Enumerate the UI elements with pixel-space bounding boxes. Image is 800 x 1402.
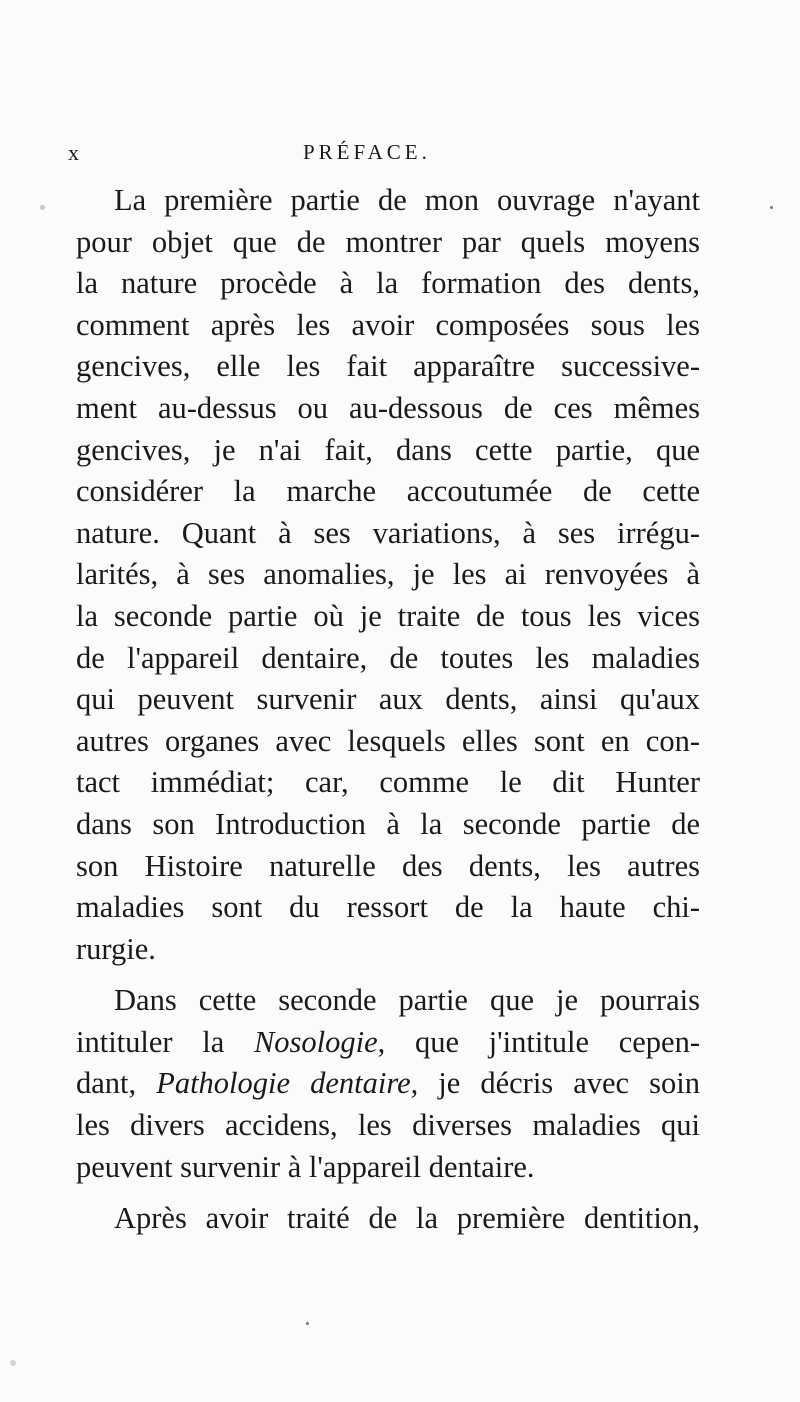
scan-speck [306, 1322, 309, 1325]
text-line [76, 1022, 700, 1064]
paragraph-gap [76, 970, 700, 980]
page-number: x [68, 140, 80, 165]
text-line: qui peuvent survenir aux dents, ainsi qu'aux [76, 682, 700, 717]
italic-term: Pathologie dentaire [156, 1066, 411, 1101]
text-line: gencives, elle les fait apparaître successive- [76, 349, 700, 384]
running-head: PRÉFACE. [303, 140, 431, 164]
text-line [76, 1063, 700, 1105]
scan-speck [770, 206, 773, 209]
page-header [68, 140, 708, 174]
text-run: dant, [76, 1066, 157, 1101]
text-line: la seconde partie où je traite de tous les vices [76, 598, 700, 633]
text-run: , que j'intitule cepen- [377, 1024, 700, 1059]
text-line: peuvent survenir à l'appareil dentaire. [76, 1149, 535, 1184]
paragraph-gap [76, 1188, 700, 1198]
text-line: rurgie. [76, 931, 156, 966]
text-line: considérer la marche accoutumée de cette [76, 474, 700, 509]
italic-term: Nosologie [253, 1024, 378, 1059]
text-line: tact immédiat; car, comme le dit Hunter [76, 765, 700, 800]
scan-speck [40, 205, 45, 210]
paragraph-2 [76, 980, 700, 1188]
text-line: comment après les avoir composées sous les [76, 307, 700, 342]
paragraph-3 [76, 1198, 700, 1240]
text-line: maladies sont du ressort de la haute chi- [76, 890, 700, 925]
scan-speck [10, 1360, 16, 1366]
text-line: Après avoir traité de la première dentition, [114, 1201, 700, 1236]
text-line: gencives, je n'ai fait, dans cette partie, que [76, 432, 700, 467]
text-line: son Histoire naturelle des dents, les autres [76, 848, 700, 883]
text-run: intituler la [76, 1024, 254, 1059]
text-line: de l'appareil dentaire, de toutes les maladies [76, 640, 700, 675]
text-line: la nature procède à la formation des dents, [76, 266, 700, 301]
text-line: ment au-dessus ou au-dessous de ces mêmes [76, 390, 700, 425]
text-line: dans son Introduction à la seconde partie de [76, 806, 700, 841]
text-line: larités, à ses anomalies, je les ai renvoyées à [76, 557, 700, 592]
text-line: Dans cette seconde partie que je pourrais [114, 983, 700, 1018]
text-line: les divers accidens, les diverses maladies qui [76, 1108, 700, 1143]
text-line: nature. Quant à ses variations, à ses irrégu- [76, 515, 700, 550]
text-line: La première partie de mon ouvrage n'ayant [114, 183, 700, 217]
text-run: , je décris avec soin [410, 1066, 700, 1101]
body-text [76, 180, 700, 1240]
text-line: pour objet que de montrer par quels moyens [76, 224, 700, 259]
text-line: autres organes avec lesquels elles sont en con- [76, 723, 700, 758]
paragraph-1 [76, 180, 700, 970]
